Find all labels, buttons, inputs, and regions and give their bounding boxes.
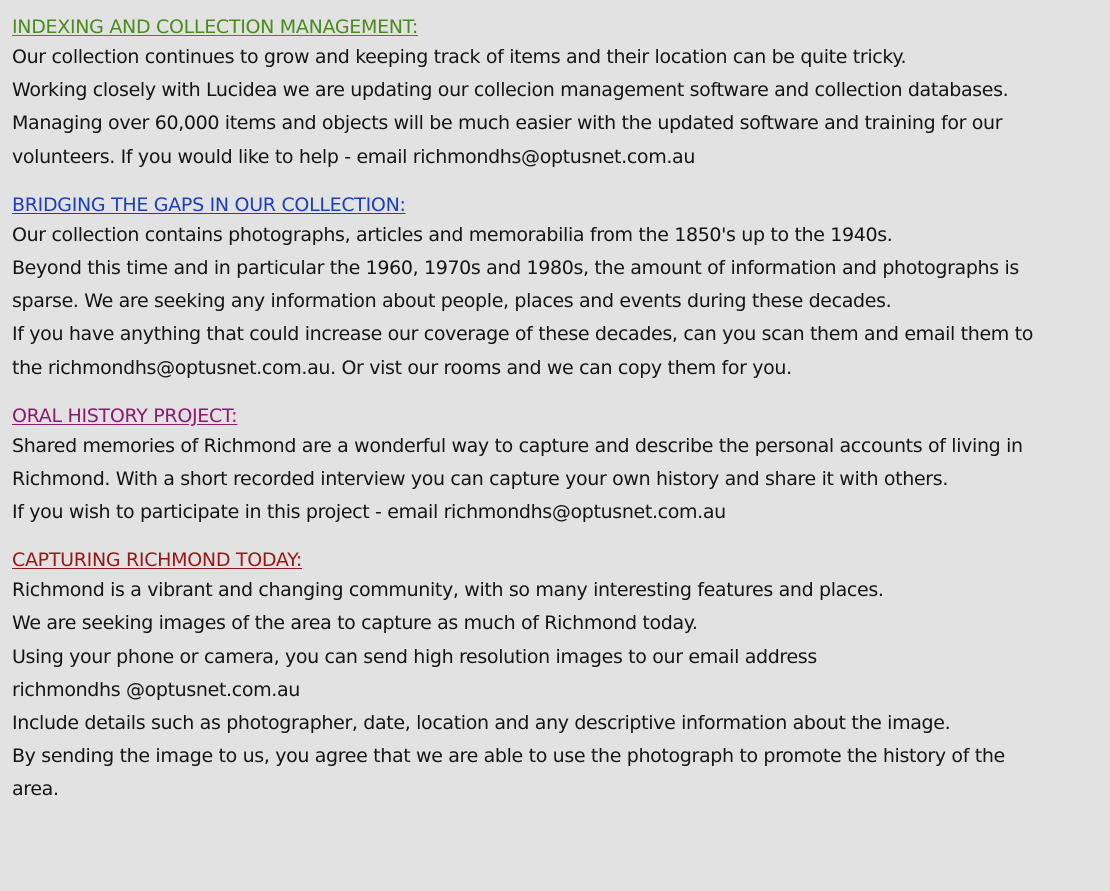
paragraph-line: Shared memories of Richmond are a wonderful way to capture and describe the personal accounts of living in	[12, 434, 1023, 457]
paragraph-line: If you wish to participate in this project - email richmondhs@optusnet.com.au	[12, 501, 726, 524]
paragraph-line: By sending the image to us, you agree that we are able to use the photograph to promote the history of the	[12, 745, 1005, 768]
paragraph-line: sparse. We are seeking any information about people, places and events during these decades.	[12, 290, 892, 313]
paragraph-line: the richmondhs@optusnet.com.au. Or vist our rooms and we can copy them for you.	[12, 356, 792, 379]
paragraph-line: volunteers. If you would like to help - email richmondhs@optusnet.com.au	[12, 145, 696, 168]
paragraph-line: If you have anything that could increase our coverage of these decades, can you scan them and email them to	[12, 323, 1034, 346]
section-bridging	[12, 191, 1110, 385]
section-heading: CAPTURING RICHMOND TODAY:	[12, 549, 302, 572]
paragraph-line: area.	[12, 778, 59, 801]
paragraph-line: Managing over 60,000 items and objects will be much easier with the updated software and training for our	[12, 112, 1003, 135]
paragraph-line: Working closely with Lucidea we are updating our collecion management software and collection databases.	[12, 79, 1009, 102]
paragraph-line: Include details such as photographer, date, location and any descriptive information about the image.	[12, 712, 951, 734]
section-heading: BRIDGING THE GAPS IN OUR COLLECTION:	[12, 193, 406, 216]
section-oral-history	[12, 402, 1110, 530]
section-indexing	[12, 13, 1110, 174]
paragraph-line: Using your phone or camera, you can send high resolution images to our email address	[12, 645, 817, 668]
paragraph-line: Richmond. With a short recorded interview you can capture your own history and share it with others.	[12, 467, 949, 490]
section-capturing-richmond	[12, 546, 1110, 806]
paragraph-line: Richmond is a vibrant and changing community, with so many interesting features and places.	[12, 579, 884, 602]
paragraph-line: Our collection continues to grow and keeping track of items and their location can be quite tricky.	[12, 46, 907, 68]
section-heading: ORAL HISTORY PROJECT:	[12, 404, 238, 427]
paragraph-line: richmondhs @optusnet.com.au	[12, 678, 300, 701]
paragraph-line: Beyond this time and in particular the 1960, 1970s and 1980s, the amount of information and photographs is	[12, 256, 1019, 279]
paragraph-line: We are seeking images of the area to capture as much of Richmond today.	[12, 612, 698, 635]
paragraph-line: Our collection contains photographs, articles and memorabilia from the 1850's up to the 1940s.	[12, 223, 893, 246]
section-heading: INDEXING AND COLLECTION MANAGEMENT:	[12, 16, 419, 38]
